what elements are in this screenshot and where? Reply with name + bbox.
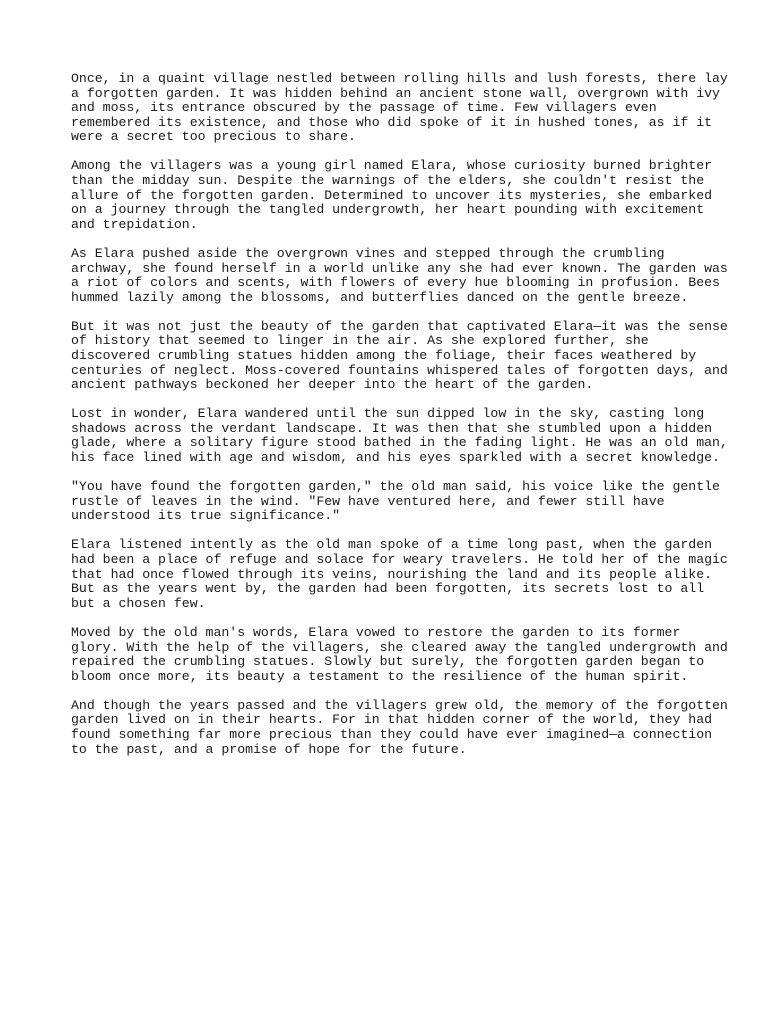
paragraph-5: Lost in wonder, Elara wandered until the sun dipped low in the sky, casting long shadows across the verdant landscape. It was then that she stumbled upon a hidden glade, where a solitary figure stood bathed in the fading light. He was an old man, his face lined with age and wisdom, and his eyes sparkled with a secret knowledge.: [71, 406, 728, 466]
paragraph-6: "You have found the forgotten garden," the old man said, his voice like the gentle rustle of leaves in the wind. "Few have ventured here, and fewer still have understood its true significance.": [71, 479, 720, 524]
paragraph-2: Among the villagers was a young girl named Elara, whose curiosity burned brighter than the midday sun. Despite the warnings of the elders, she couldn't resist the allure of the forgotten garden. Determined to uncover its mysteries, she embarked on a journey through the tangled undergrowth, her heart pounding with excitement and trepidation.: [71, 158, 713, 232]
paragraph-8: Moved by the old man's words, Elara vowed to restore the garden to its former glory. With the help of the villagers, she cleared away the tangled undergrowth and repaired the crumbling statues. Slowly but surely, the forgotten garden began to bloom once more, its beauty a testament to the resilience of the human spirit.: [71, 624, 728, 684]
paragraph-7: Elara listened intently as the old man spoke of a time long past, when the garden had been a place of refuge and solace for weary travelers. He told her of the magic that had once flowed through its veins, nourishing the land and its people alike. But as the years went by, the garden had been forgotten, its secrets lost to all but a chosen few.: [71, 537, 728, 611]
paragraph-1: Once, in a quaint village nestled between rolling hills and lush forests, there lay a forgotten garden. It was hidden behind an ancient stone wall, overgrown with ivy and moss, its entrance obscured by the passage of time. Few villagers even remembered its existence, and those who did spoke of it in hushed tones, as if it were a secret too precious to share.: [71, 71, 728, 145]
paragraph-3: As Elara pushed aside the overgrown vines and stepped through the crumbling archway, she found herself in a world unlike any she had ever known. The garden was a riot of colors and scents, with flowers of every hue blooming in profusion. Bees hummed lazily among the blossoms, and butterflies danced on the gentle breeze.: [71, 245, 728, 305]
paragraph-9: And though the years passed and the villagers grew old, the memory of the forgotten garden lived on in their hearts. For in that hidden corner of the world, they had found something far more precious than they could have ever imagined—a connection to the past, and a promise of hope for the future.: [71, 697, 728, 757]
paragraph-4: But it was not just the beauty of the garden that captivated Elara—it was the sense of history that seemed to linger in the air. As she explored further, she discovered crumbling statues hidden among the foliage, their faces weathered by centuries of neglect. Moss-covered fountains whispered tales of forgotten days, and ancient pathways beckoned her deeper into the heart of the garden.: [71, 318, 728, 393]
story-body: [71, 71, 728, 772]
